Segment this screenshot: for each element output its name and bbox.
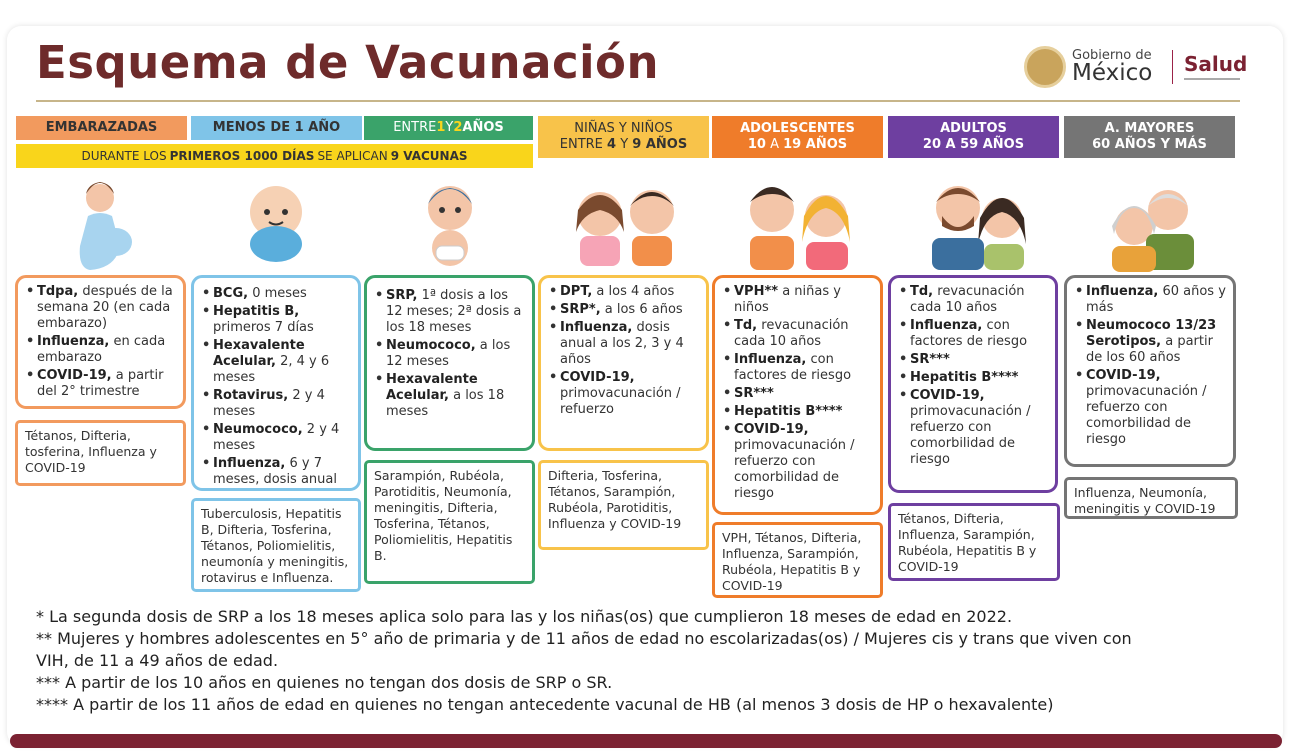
header-num: 19 AÑOS	[783, 137, 848, 152]
vaccine-item	[375, 338, 526, 370]
vaccine-name: COVID-19,	[910, 388, 985, 403]
header-num: 9 AÑOS	[632, 137, 688, 152]
header-text: ENTRE	[393, 120, 437, 135]
logo-salud-underline	[1184, 78, 1240, 80]
header-num: 10	[747, 137, 766, 152]
footnote-2-cont: VIH, de 11 a 49 años de edad.	[36, 651, 279, 670]
vaccine-detail: 0 meses	[248, 286, 307, 301]
vaccine-detail: a niñas y niños	[734, 284, 841, 315]
header-line2	[560, 137, 687, 153]
header-adultos	[888, 116, 1059, 158]
vaccines-ninos	[538, 275, 709, 451]
teen-couple-icon	[738, 176, 858, 272]
vaccines-mayores	[1064, 275, 1236, 467]
vaccine-name: Rotavirus,	[213, 388, 289, 403]
header-menos-1-ano: MENOS DE 1 AÑO	[191, 116, 362, 140]
vaccine-name: Influenza,	[213, 456, 286, 471]
footnote-2: ** Mujeres y hombres adolescentes en 5° año de primaria y de 11 años de edad no escolarizadas(os) / Mujeres cis y trans que viven con	[36, 629, 1132, 648]
vaccine-item	[202, 422, 352, 454]
vaccine-name: DPT,	[560, 284, 593, 299]
header-text: AÑOS	[462, 120, 504, 135]
vaccine-name: SR***	[734, 386, 774, 401]
vaccine-detail: 1ª dosis a los 12 meses; 2ª dosis a los 18 meses	[386, 288, 522, 335]
vaccine-detail: a los 6 años	[600, 302, 683, 317]
vaccine-item	[26, 284, 177, 332]
vaccine-item	[202, 286, 352, 302]
vaccine-name: SRP*,	[560, 302, 601, 317]
vaccine-detail: 60 años y más	[1086, 284, 1226, 315]
header-entre-1-y-2	[364, 116, 533, 140]
diseases-ninos: Difteria, Tosferina, Tétanos, Sarampión, Rubéola, Parotiditis, Influenza y COVID-19	[538, 460, 709, 550]
header-line1: A. MAYORES	[1104, 121, 1195, 136]
diseases-menos-1-ano: Tuberculosis, Hepatitis B, Difteria, Tosferina, Tétanos, Poliomielitis, neumonía y meningitis, rotavirus e Influenza.	[191, 498, 361, 592]
vaccine-detail: después de la semana 20 (en cada embarazo)	[37, 284, 173, 331]
vaccine-item	[723, 284, 874, 316]
vaccine-item	[899, 388, 1049, 468]
vaccine-item	[549, 284, 700, 300]
vaccine-name: BCG,	[213, 286, 249, 301]
header-line1: ADOLESCENTES	[740, 121, 855, 136]
title-divider	[36, 100, 1240, 102]
vaccine-item	[1075, 368, 1227, 448]
header-mayores	[1064, 116, 1235, 158]
vaccine-detail: a partir del 2° trimestre	[37, 368, 164, 399]
logo-salud-text: Salud	[1184, 52, 1248, 76]
header-line2: 60 AÑOS Y MÁS	[1092, 137, 1207, 152]
vaccines-adultos	[888, 275, 1058, 493]
elderly-couple-icon	[1096, 180, 1216, 272]
vaccine-detail: primovacunación / refuerzo con comorbilidad de riesgo	[910, 404, 1031, 467]
band-text: PRIMEROS 1000 DÍAS	[169, 149, 315, 163]
vaccine-detail: a los 12 meses	[386, 338, 511, 369]
vaccines-menos-1-ano	[191, 275, 361, 491]
diseases-embarazadas: Tétanos, Difteria, tosferina, Influenza y COVID-19	[15, 420, 186, 486]
vaccine-item	[1075, 284, 1227, 316]
vaccine-name: VPH**	[734, 284, 779, 299]
vaccine-detail: con factores de riesgo	[734, 352, 852, 383]
vaccine-name: Hepatitis B****	[910, 370, 1019, 385]
vaccine-name: Neumococo,	[386, 338, 476, 353]
header-num: 2	[453, 120, 463, 135]
vaccine-item	[899, 370, 1049, 386]
diseases-adultos: Tétanos, Difteria, Influenza, Sarampión, Rubéola, Hepatitis B y COVID-19	[888, 503, 1060, 581]
vaccine-item	[723, 352, 874, 384]
vaccine-item	[202, 388, 352, 420]
vaccine-name: COVID-19,	[734, 422, 809, 437]
vaccine-detail: en cada embarazo	[37, 334, 166, 365]
vaccine-item	[723, 318, 874, 350]
vaccine-name: Influenza,	[560, 320, 633, 335]
vaccine-item	[899, 318, 1049, 350]
vaccine-item	[26, 334, 177, 366]
diseases-adolescentes: VPH, Tétanos, Difteria, Influenza, Sarampión, Rubéola, Hepatitis B y COVID-19	[712, 522, 883, 598]
vaccine-name: Neumococo,	[213, 422, 303, 437]
footnote-1: * La segunda dosis de SRP a los 18 meses aplica solo para las y los niñas(os) que cumplieron 18 meses de edad en 2022.	[36, 607, 1013, 626]
vaccine-item	[899, 284, 1049, 316]
vaccine-item	[723, 404, 874, 420]
header-num: 4	[607, 137, 617, 152]
vaccines-adolescentes	[712, 275, 883, 515]
vaccine-detail: primovacunación / refuerzo	[560, 386, 681, 417]
vaccine-detail: primeros 7 días	[213, 320, 314, 335]
vaccine-detail: 2, 4 y 6 meses	[213, 354, 330, 385]
header-text: Y	[616, 137, 633, 152]
vaccine-name: Influenza,	[37, 334, 110, 349]
header-line2	[748, 137, 847, 153]
vaccine-name: Influenza,	[910, 318, 983, 333]
vaccine-name: Td,	[734, 318, 758, 333]
vaccine-name: Hepatitis B,	[213, 304, 300, 319]
vaccine-name: Hepatitis B****	[734, 404, 843, 419]
vaccine-item	[202, 304, 352, 336]
header-text: Y	[445, 120, 454, 135]
vaccine-name: Influenza,	[1086, 284, 1159, 299]
government-logo	[1024, 46, 1248, 90]
vaccine-detail: dosis anual a los 2, 3 y 4 años	[560, 320, 684, 367]
vaccine-name: COVID-19,	[1086, 368, 1161, 383]
vaccine-name: Td,	[910, 284, 934, 299]
vaccine-detail: con factores de riesgo	[910, 318, 1028, 349]
adult-couple-icon	[918, 176, 1038, 272]
vaccine-detail: 6 y 7 meses, dosis anual	[213, 456, 337, 487]
header-embarazadas: EMBARAZADAS	[16, 116, 187, 140]
vaccine-detail: a partir de los 60 años	[1086, 334, 1213, 365]
diseases-entre-1-y-2: Sarampión, Rubéola, Parotiditis, Neumonía, meningitis, Difteria, Tosferina, Tétanos, Poliomielitis, Hepatitis B.	[364, 460, 535, 584]
footnote-4: **** A partir de los 11 años de edad en quienes no tengan antecedente vacunal de HB (al menos 3 dosis de HP o hexavalente)	[36, 695, 1054, 714]
page-title: Esquema de Vacunación	[36, 36, 660, 89]
header-line2: 20 A 59 AÑOS	[922, 137, 1025, 152]
vaccine-item	[26, 368, 177, 400]
vaccine-item	[549, 320, 700, 368]
toddler-icon	[414, 180, 486, 272]
vaccine-detail: primovacunación / refuerzo con comorbilidad de riesgo	[1086, 384, 1207, 447]
vaccine-name: Influenza,	[734, 352, 807, 367]
band-text: SE APLICAN	[317, 149, 388, 163]
vaccine-item	[202, 338, 352, 386]
header-line1: NIÑAS Y NIÑOS	[574, 121, 673, 136]
vaccine-name: SRP,	[386, 288, 418, 303]
vaccine-detail: revacunación cada 10 años	[910, 284, 1025, 315]
vaccine-item	[375, 372, 526, 420]
vaccine-name: COVID-19,	[560, 370, 635, 385]
girl-boy-icon	[566, 180, 686, 268]
vaccine-item	[899, 352, 1049, 368]
vaccine-detail: revacunación cada 10 años	[734, 318, 849, 349]
band-text: DURANTE LOS	[81, 149, 167, 163]
vaccine-item	[375, 288, 526, 336]
vaccine-item	[1075, 318, 1227, 366]
logo-mexico-text: México	[1072, 60, 1153, 86]
vaccine-item	[202, 456, 352, 488]
vaccine-name: Tdpa,	[37, 284, 79, 299]
vaccine-name: COVID-19,	[37, 368, 112, 383]
diseases-mayores: Influenza, Neumonía, meningitis y COVID-19	[1064, 477, 1238, 519]
vaccine-item	[723, 386, 874, 402]
header-ninos	[538, 116, 709, 158]
vaccines-embarazadas	[15, 275, 186, 409]
vaccine-item	[549, 370, 700, 418]
vaccine-detail: 2 y 4 meses	[213, 422, 340, 453]
seal-icon	[1024, 46, 1066, 88]
header-text: ENTRE	[559, 137, 608, 152]
vaccine-detail: primovacunación / refuerzo con comorbilidad de riesgo	[734, 438, 855, 501]
vaccine-detail: a los 18 meses	[386, 388, 505, 419]
vaccine-detail: a los 4 años	[592, 284, 675, 299]
header-num: 1	[436, 120, 446, 135]
vaccine-name: Hexavalente Acelular,	[213, 338, 305, 369]
vaccines-entre-1-y-2	[364, 275, 535, 451]
pregnant-woman-icon	[60, 176, 140, 272]
baby-swaddled-icon	[236, 182, 316, 266]
logo-divider	[1172, 50, 1173, 84]
header-text: A	[765, 137, 784, 152]
bottom-bar	[10, 734, 1282, 748]
header-line1: ADULTOS	[940, 121, 1007, 136]
vaccine-name: Neumococo 13/23 Serotipos,	[1086, 318, 1217, 349]
band-text: 9 VACUNAS	[390, 149, 468, 163]
logo-gobierno-text: Gobierno de	[1072, 48, 1152, 63]
vaccine-name: Hexavalente Acelular,	[386, 372, 478, 403]
vaccine-item	[549, 302, 700, 318]
footnote-3: *** A partir de los 10 años en quienes no tengan dos dosis de SRP o SR.	[36, 673, 613, 692]
vaccine-detail: 2 y 4 meses	[213, 388, 325, 419]
vaccine-item	[723, 422, 874, 502]
first-1000-days-band	[16, 144, 533, 168]
header-adolescentes	[712, 116, 883, 158]
vaccine-name: SR***	[910, 352, 950, 367]
